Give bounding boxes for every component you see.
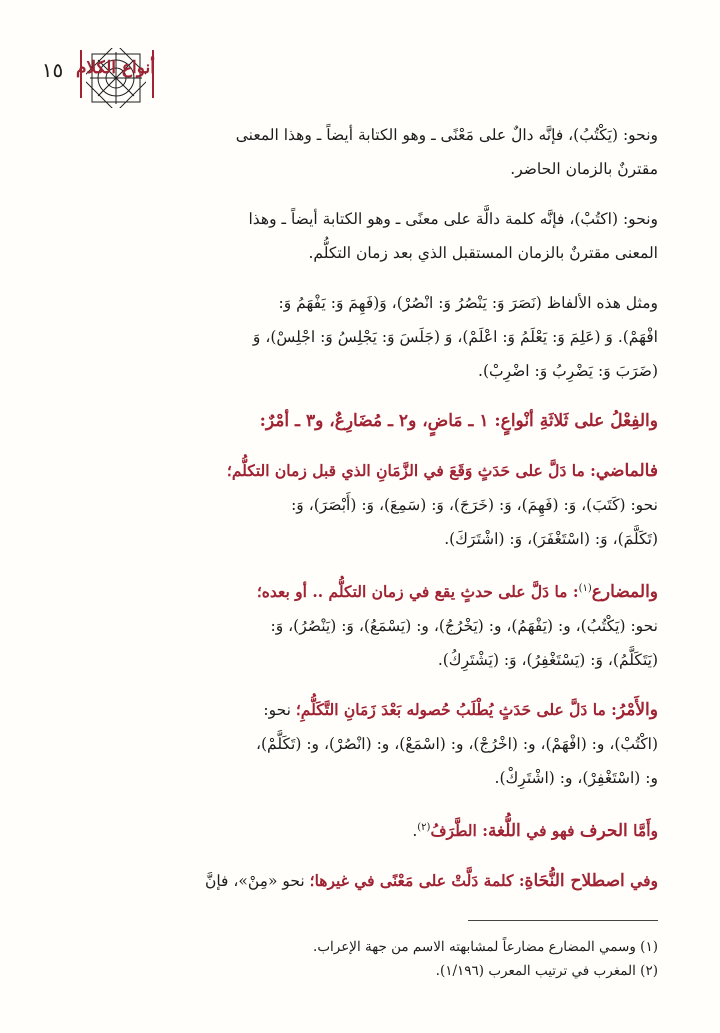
footnote-2: (٢) المغرب في ترتيب المعرب (١/١٩٦). bbox=[435, 963, 658, 979]
text-line: (ضَرَبَ وَ: يَضْرِبُ وَ: اضْرِبْ). bbox=[478, 362, 658, 380]
paragraph-yaktubu bbox=[62, 118, 658, 186]
text-line: (تَكَلَّمَ)، وَ: (اسْتَغْفَرَ)، وَ: (اشْتَرَكَ). bbox=[444, 530, 658, 548]
footnote-marker-2[interactable]: (٢) bbox=[417, 822, 431, 834]
term-language: اللُّغة bbox=[487, 821, 521, 842]
paragraph-particle bbox=[62, 811, 658, 848]
text-span: . bbox=[412, 822, 418, 841]
term-imperative: والأَمْرُ bbox=[616, 700, 658, 721]
text-span: فهو في bbox=[520, 821, 580, 841]
text-line: مقترنٌ بالزمان الحاضر. bbox=[510, 160, 658, 178]
footnote-divider bbox=[468, 920, 658, 921]
term-particle: الحرف bbox=[579, 821, 628, 842]
definition-present: : ما دَلَّ على حدثٍ يقع في زمان التكلُّم .. أو بعده؛ bbox=[256, 582, 579, 602]
text-line: المعنى مقترنٌ بالزمان المستقبل الذي بعد زمان التكلُّم. bbox=[308, 244, 658, 262]
text-line: نحو: (كَتَبَ)، وَ: (فَهِمَ)، وَ: (خَرَجَ)، وَ: (سَمِعَ)، وَ: (أَبْصَرَ)، وَ: bbox=[291, 496, 658, 514]
text-line: نحو: (يَكْتُبُ)، و: (يَفْهَمُ)، و: (يَخْرُجُ)، و: (يَسْمَعُ)، وَ: (يَنْصُرُ)، وَ: bbox=[270, 617, 658, 636]
text-line bbox=[62, 811, 658, 848]
footnote-marker-1[interactable]: (١) bbox=[578, 583, 592, 594]
text-line bbox=[62, 693, 658, 727]
definition-past: : ما دَلَّ على حَدَثٍ وَقَعَ في الزَّمَانِ الذي قبل زمان التكلُّم؛ bbox=[226, 461, 596, 480]
text-line: ونحو: (اكتُبْ)، فإنَّه كلمة دالَّة على معنًى ـ وهو الكتابة أيضاً ـ وهذا bbox=[248, 210, 658, 228]
text-span: وفي bbox=[624, 871, 658, 891]
definition-imperative: : ما دَلَّ على حَدَثٍ يُطْلَبُ حُصوله بَعْدَ زَمَانِ التَّكَلُّمِ؛ bbox=[295, 700, 617, 720]
text-line bbox=[62, 454, 658, 488]
text-line bbox=[62, 864, 658, 898]
term-past: فالماضي bbox=[595, 461, 658, 481]
paragraph-terminology bbox=[62, 864, 658, 898]
section-heading: والفِعْلُ على ثَلاثَةِ أنْواعٍ: ١ ـ مَاضٍ، و٢ ـ مُضَارِعٌ، و٣ ـ أمْرٌ: bbox=[259, 411, 658, 431]
text-span: نحو «مِنْ»، فإنَّ bbox=[204, 872, 310, 891]
text-span: نحو: bbox=[263, 701, 296, 720]
page-header bbox=[30, 40, 690, 100]
text-span: وأَمَّا bbox=[627, 821, 658, 841]
paragraph-past bbox=[62, 454, 658, 556]
definition-particle-term: : كلمة دَلَّتْ على مَعْنًى في غيرها؛ bbox=[309, 871, 525, 891]
paragraph-present bbox=[62, 572, 658, 677]
text-line: ونحو: (يَكْتُبُ)، فإنَّه دالٌ على مَعْنًى ـ وهو الكتابة أيضاً ـ وهذا المعنى bbox=[235, 126, 658, 144]
text-line: (اكْتُبْ)، و: (افْهَمْ)، و: (اخْرُجْ)، و: (اسْمَعْ)، و: (انْصُرْ)، و: (تَكَلَّمْ)، bbox=[255, 735, 658, 754]
geometric-star-ornament-icon bbox=[86, 48, 146, 108]
paragraph-examples bbox=[62, 286, 658, 388]
text-line: افْهَمْ). وَ (عَلِمَ وَ: يَعْلَمُ وَ: اعْلَمْ)، وَ (جَلَسَ وَ: يَجْلِسُ وَ: اجْلِسْ)، وَ bbox=[252, 328, 658, 346]
footnotes bbox=[62, 935, 658, 983]
paragraph-imperative bbox=[62, 693, 658, 795]
text-line bbox=[62, 572, 658, 609]
definition-particle: : الطَّرَفُ bbox=[430, 821, 488, 841]
page-body bbox=[62, 118, 658, 914]
term-present: والمضارع bbox=[591, 582, 658, 603]
paragraph-verb-types bbox=[62, 404, 658, 438]
footnote-1: (١) وسمي المضارع مضارعاً لمشابهته الاسم من جهة الإعراب. bbox=[313, 939, 658, 955]
chapter-title: أنواع الكلام bbox=[76, 58, 155, 78]
text-line: ومثل هذه الألفاظ (نَصَرَ وَ: يَنْصُرُ وَ: انْصُرْ)، وَ(فَهِمَ وَ: يَفْهَمُ وَ: bbox=[278, 294, 658, 312]
term-grammarians: اصطلاح النُّحَاةِ bbox=[524, 871, 625, 892]
text-line: (يَتَكَلَّمُ)، وَ: (يَسْتَغْفِرُ)، وَ: (يَشْتَرِكُ). bbox=[437, 651, 658, 670]
paragraph-uktub bbox=[62, 202, 658, 270]
text-line: و: (اسْتَغْفِرْ)، و: (اشْتَرِكْ). bbox=[494, 769, 658, 788]
page-number: ١٥ bbox=[41, 58, 64, 82]
